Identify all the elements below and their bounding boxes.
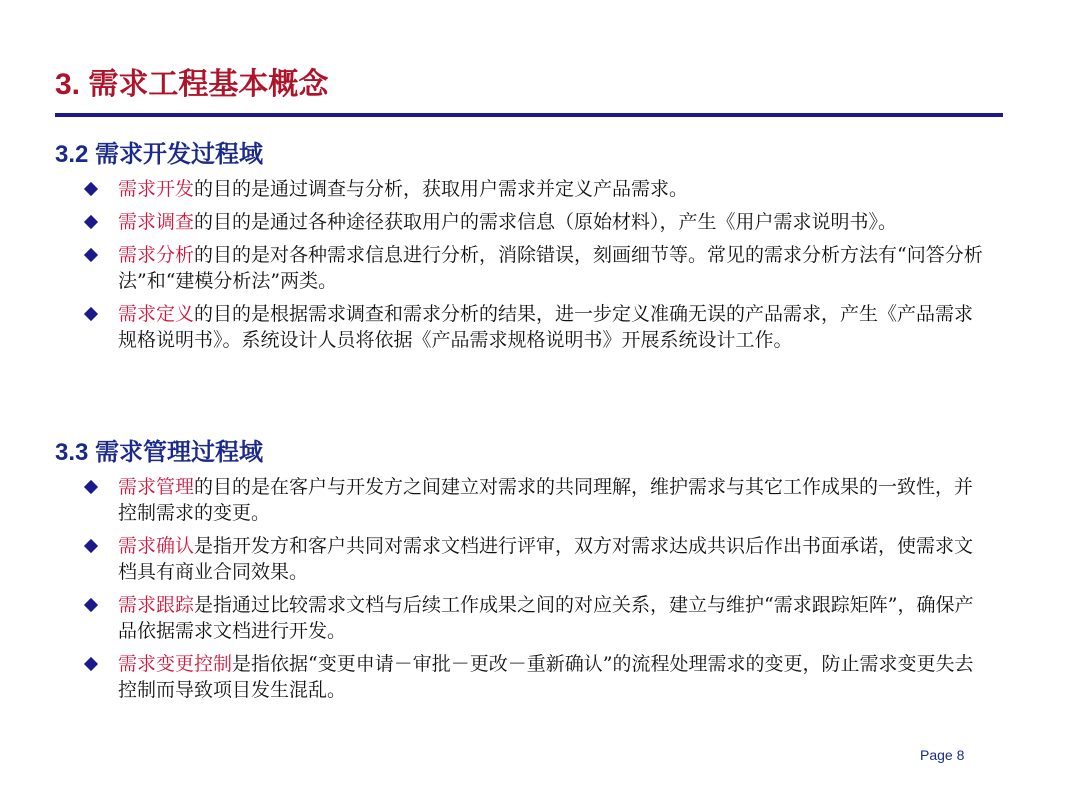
slide-title: 3. 需求工程基本概念 [55,68,329,101]
section-requirements-management [55,436,985,710]
bullet-term: 需求开发 [118,178,195,200]
bullet-text: 是指依据“变更申请－审批－更改－重新确认”的流程处理需求的变更，防止需求变更失去控制而导致项目发生混乱。 [118,653,974,701]
diamond-bullet-icon [84,215,98,229]
page-number: Page 8 [920,747,965,763]
bullet-term: 需求变更控制 [118,653,233,675]
diamond-bullet-icon [84,307,98,321]
bullet-item [55,209,985,235]
bullet-term: 需求跟踪 [118,594,195,616]
title-divider [55,113,1003,117]
diamond-bullet-icon [84,657,98,671]
bullet-term: 需求分析 [118,244,195,266]
bullet-term: 需求定义 [118,303,195,325]
diamond-bullet-icon [84,480,98,494]
diamond-bullet-icon [84,539,98,553]
bullet-text: 的目的是通过调查与分析，获取用户需求并定义产品需求。 [194,178,689,200]
bullet-term: 需求调查 [118,211,195,233]
bullet-text: 的目的是根据需求调查和需求分析的结果，进一步定义准确无误的产品需求，产生《产品需求规格说明书》。系统设计人员将依据《产品需求规格说明书》开展系统设计工作。 [118,303,974,351]
bullet-item [55,474,985,526]
bullet-term: 需求确认 [118,535,195,557]
bullet-text: 的目的是对各种需求信息进行分析，消除错误，刻画细节等。常见的需求分析方法有“问答分析法”和“建模分析法”两类。 [118,244,983,292]
diamond-bullet-icon [84,598,98,612]
diamond-bullet-icon [84,182,98,196]
section-requirements-development [55,138,985,360]
bullet-text: 是指通过比较需求文档与后续工作成果之间的对应关系，建立与维护“需求跟踪矩阵”，确保产品依据需求文档进行开发。 [118,594,974,642]
section-heading: 3.3 需求管理过程域 [55,439,264,466]
bullet-item [55,301,985,353]
bullet-text: 的目的是在客户与开发方之间建立对需求的共同理解，维护需求与其它工作成果的一致性，并控制需求的变更。 [118,476,974,524]
section-heading: 3.2 需求开发过程域 [55,141,264,168]
bullet-item [55,592,985,644]
bullet-item [55,651,985,703]
bullet-list [55,474,985,703]
bullet-item [55,176,985,202]
bullet-item [55,533,985,585]
bullet-item [55,242,985,294]
bullet-text: 是指开发方和客户共同对需求文档进行评审，双方对需求达成共识后作出书面承诺，使需求文档具有商业合同效果。 [118,535,974,583]
bullet-list [55,176,985,353]
bullet-text: 的目的是通过各种途径获取用户的需求信息（原始材料），产生《用户需求说明书》。 [194,211,898,233]
diamond-bullet-icon [84,248,98,262]
bullet-term: 需求管理 [118,476,195,498]
